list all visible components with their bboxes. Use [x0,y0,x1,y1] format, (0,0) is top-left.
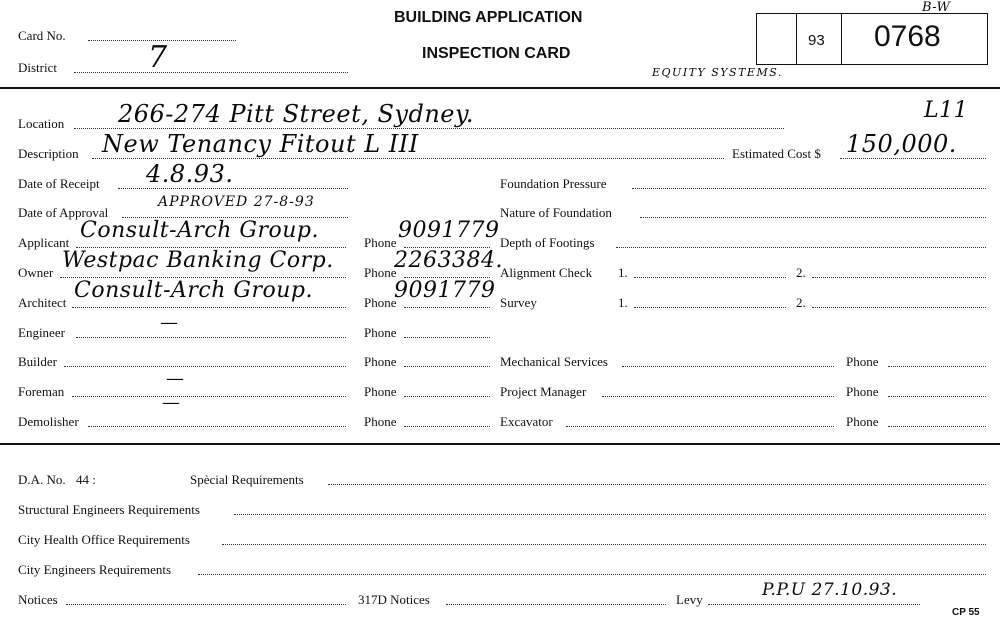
level-note: L11 [924,98,969,123]
architect-phone-label: Phone [364,295,397,310]
district-value: 7 [148,40,168,75]
mechanical-services-line [622,366,834,367]
notices-317d-label: 317D Notices [358,592,430,607]
alignment-2-label: 2. [796,265,806,280]
health-label: City Health Office Requirements [18,532,190,547]
demolisher-phone-label: Phone [364,414,397,429]
excavator-phone-label: Phone [846,414,879,429]
project-manager-line [602,396,834,397]
description-line [92,158,724,159]
alignment-check-label: Alignment Check [500,265,593,280]
mechanical-phone-label: Phone [846,354,879,369]
card-no-label: Card No. [18,28,66,43]
city-engineers-label: City Engineers Requirements [18,562,172,577]
structural-label: Structural Engineers Requirements [18,502,200,517]
health-line [222,544,986,545]
foundation-pressure-line [632,188,986,189]
builder-phone-label: Phone [364,354,397,369]
receipt-value: 4.8.93. [146,160,234,188]
title-line-1: BUILDING APPLICATION [394,9,583,26]
survey-2-line [812,307,986,308]
alignment-1-label: 1. [618,265,628,280]
location-label: Location [18,116,65,131]
description-label: Description [18,146,79,161]
da-value: 44 : [76,472,96,487]
card-number-box [756,13,988,65]
nature-of-foundation-label: Nature of Foundation [500,205,612,220]
foundation-pressure-label: Foundation Pressure [500,176,607,191]
depth-of-footings-line [616,247,986,248]
alignment-2-line [812,277,986,278]
receipt-line [118,188,348,189]
demolisher-line [88,426,346,427]
receipt-label: Date of Receipt [18,176,100,191]
levy-value: P.P.U 27.10.93. [762,580,898,600]
form-code: CP 55 [952,607,980,618]
notices-317d-line [446,604,666,605]
mechanical-phone-line [888,366,986,367]
estimated-cost-line [840,158,986,159]
levy-label: Levy [676,592,703,607]
city-engineers-line [198,574,986,575]
demolisher-value: — [162,392,181,413]
project-manager-phone-line [888,396,986,397]
year-value: 93 [808,32,825,49]
applicant-value: Consult-Arch Group. [80,218,319,243]
special-requirements-line [328,484,986,485]
notices-line [66,604,346,605]
project-manager-label: Project Manager [500,384,587,399]
approval-label: Date of Approval [18,205,109,220]
survey-label: Survey [500,295,537,310]
card-number-value: 0768 [874,20,941,53]
footer-rule [0,443,1000,445]
district-line [74,72,348,73]
excavator-label: Excavator [500,414,553,429]
approval-value: APPROVED 27-8-93 [158,194,315,210]
foreman-label: Foreman [18,384,65,399]
alignment-1-line [634,277,786,278]
description-value: New Tenancy Fitout L III [102,130,419,158]
applicant-phone-value: 9091779 [398,218,500,243]
survey-1-label: 1. [618,295,628,310]
engineer-phone-label: Phone [364,325,397,340]
foreman-value: — [166,368,185,389]
location-line [74,128,784,129]
excavator-line [566,426,834,427]
foreman-line [72,396,346,397]
survey-1-line [634,307,786,308]
applicant-label: Applicant [18,235,70,250]
owner-value: Westpac Banking Corp. [62,248,334,273]
owner-phone-label: Phone [364,265,397,280]
header-rule [0,87,1000,89]
da-label: D.A. No. [18,472,66,487]
title-line-2: INSPECTION CARD [422,45,571,62]
builder-line [64,366,346,367]
estimated-cost-label: Estimated Cost $ [732,146,821,161]
architect-line [72,307,346,308]
project-manager-phone-label: Phone [846,384,879,399]
excavator-phone-line [888,426,986,427]
builder-label: Builder [18,354,57,369]
district-label: District [18,60,57,75]
equity-note: EQUITY SYSTEMS. [652,66,783,79]
architect-phone-line [404,307,490,308]
survey-2-label: 2. [796,295,806,310]
foreman-phone-line [404,396,490,397]
architect-label: Architect [18,295,67,310]
architect-phone-value: 9091779 [394,278,496,303]
location-value: 266-274 Pitt Street, Sydney. [118,100,474,128]
structural-line [234,514,986,515]
owner-label: Owner [18,265,54,280]
architect-value: Consult-Arch Group. [74,278,313,303]
special-requirements-label: Spècial Requirements [190,472,304,487]
notices-label: Notices [18,592,58,607]
nature-of-foundation-line [640,217,986,218]
depth-of-footings-label: Depth of Footings [500,235,595,250]
builder-phone-line [404,366,490,367]
levy-line [708,604,920,605]
demolisher-label: Demolisher [18,414,79,429]
mechanical-services-label: Mechanical Services [500,354,608,369]
engineer-phone-line [404,337,490,338]
demolisher-phone-line [404,426,490,427]
applicant-phone-label: Phone [364,235,397,250]
estimated-cost-value: 150,000. [846,130,957,158]
engineer-line [76,337,346,338]
engineer-label: Engineer [18,325,65,340]
foreman-phone-label: Phone [364,384,397,399]
owner-phone-value: 2263384. [394,248,503,273]
corner-note: B-W [922,0,951,15]
engineer-value: — [160,312,179,333]
